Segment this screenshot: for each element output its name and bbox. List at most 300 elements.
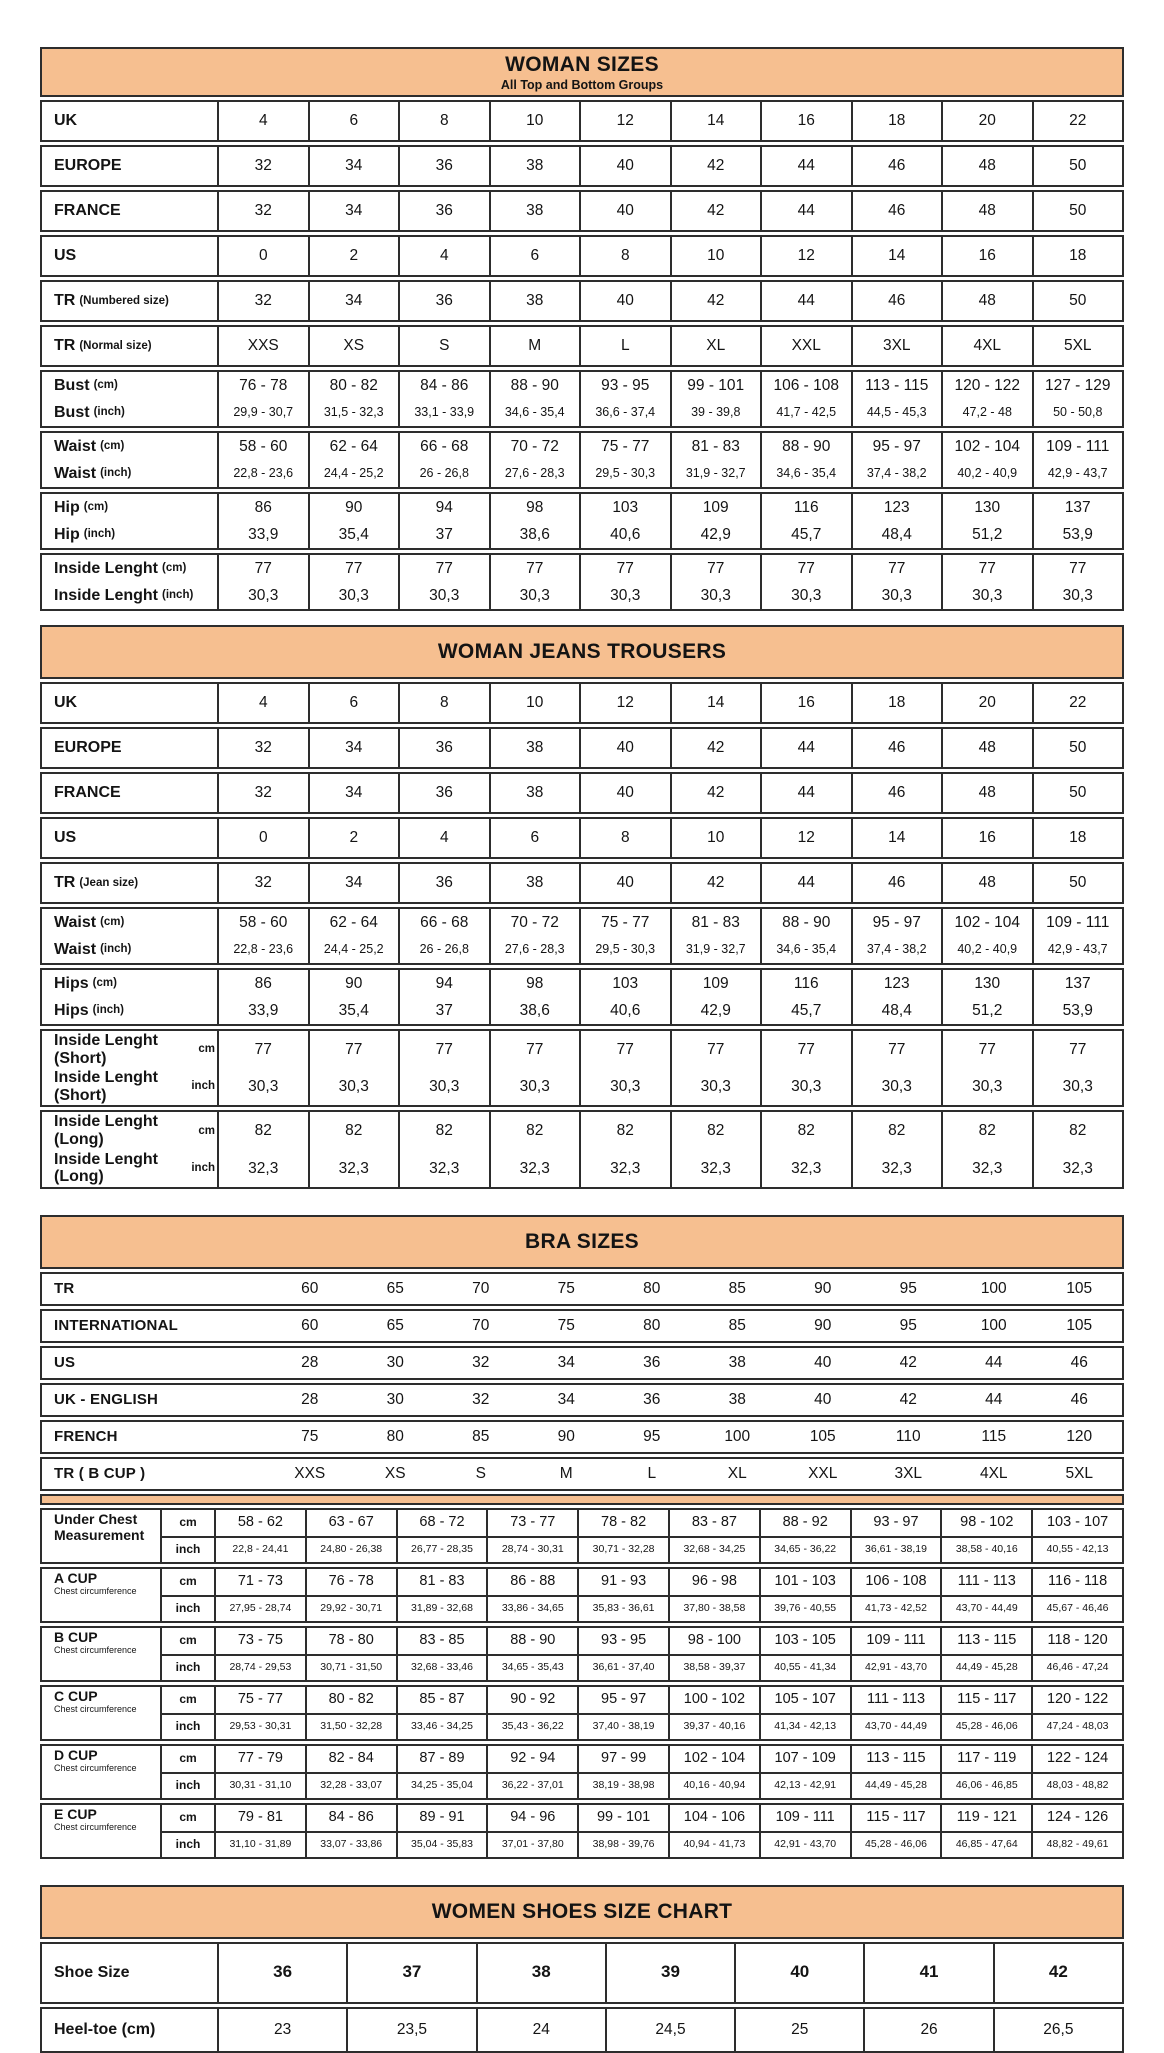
value-cell: 28: [301, 1391, 319, 1409]
row-label: [42, 372, 217, 399]
value-cell: 76 - 78: [217, 372, 308, 399]
value-cell: 117 - 119: [940, 1746, 1031, 1772]
value-cell: 77: [308, 1031, 399, 1068]
value-cell: 109: [670, 970, 761, 997]
value-cell: 77: [760, 1031, 851, 1068]
value-cell: 42: [670, 729, 761, 767]
value-cell: 38: [489, 192, 580, 230]
value-cell: 91 - 93: [577, 1569, 668, 1595]
row-group: [40, 190, 1124, 232]
value-cell: 46,06 - 46,85: [940, 1772, 1031, 1798]
value-cell: 37,4 - 38,2: [851, 936, 942, 963]
value-cell: 38: [489, 864, 580, 902]
row-label-text: EUROPE: [54, 157, 122, 175]
row-label-unit: (inch): [100, 467, 132, 480]
value-cell: 82: [489, 1112, 580, 1149]
value-cell: 100: [980, 1317, 1007, 1335]
value-cell: 83 - 85: [396, 1628, 487, 1654]
value-cell: 106 - 108: [760, 372, 851, 399]
table-title: WOMEN SHOES SIZE CHART: [431, 1899, 733, 1923]
row-label-text: US: [54, 247, 77, 265]
value-cell: 33,1 - 33,9: [398, 399, 489, 426]
value-cell: 41,7 - 42,5: [760, 399, 851, 426]
row-label-text: Hip: [54, 498, 80, 516]
value-cell: 42: [670, 192, 761, 230]
cup-row-group: [40, 1685, 1124, 1741]
shoes-title-band: [40, 1885, 1124, 1939]
value-cell: 30,3: [398, 1068, 489, 1105]
value-cell: 79 - 81: [214, 1805, 305, 1831]
value-cell: 40,6: [579, 997, 670, 1024]
value-cell: 78 - 80: [305, 1628, 396, 1654]
row-label-text: FRENCH: [54, 1427, 118, 1445]
value-cell: 85: [728, 1317, 746, 1335]
cup-label-subtext: Chest circumference: [54, 1821, 137, 1832]
value-cell: 95 - 97: [851, 433, 942, 460]
value-cell: 98: [489, 970, 580, 997]
value-cell: 94: [398, 494, 489, 521]
value-cell: 77: [670, 555, 761, 582]
value-cell: 95: [643, 1428, 661, 1446]
value-cell: 88 - 90: [760, 433, 851, 460]
row-label: [42, 460, 217, 487]
row-label: [42, 282, 217, 320]
value-cell: 109 - 111: [1032, 433, 1123, 460]
row-label-text: Waist: [54, 940, 97, 958]
value-cell: 50: [1032, 774, 1123, 812]
row-label: [42, 555, 217, 582]
row-label-unit: cm: [198, 1124, 215, 1137]
row-label: [42, 1944, 217, 2002]
value-cell: 115 - 117: [850, 1805, 941, 1831]
row-label-unit: (Normal size): [79, 339, 152, 352]
value-cell: 70 - 72: [489, 909, 580, 936]
value-cell: 32,68 - 33,46: [396, 1654, 487, 1680]
value-cell: 48: [941, 147, 1032, 185]
row-label-text: FRANCE: [54, 202, 121, 220]
value-cell: 46: [1070, 1391, 1088, 1409]
value-cell: 40,94 - 41,73: [668, 1831, 759, 1857]
value-cell: 8: [398, 102, 489, 140]
row-label: [42, 399, 217, 426]
value-cell: 34: [308, 282, 399, 320]
value-cell: 75: [557, 1317, 575, 1335]
value-cell: 16: [760, 684, 851, 722]
value-cell: 10: [489, 684, 580, 722]
value-cell: 107 - 109: [759, 1746, 850, 1772]
value-cell: 75 - 77: [579, 909, 670, 936]
value-cell: 14: [851, 237, 942, 275]
value-cell: 5XL: [1065, 1465, 1094, 1483]
value-cell: 42,9 - 43,7: [1032, 936, 1123, 963]
row-label-unit: (inch): [100, 943, 132, 956]
value-cell: 29,9 - 30,7: [217, 399, 308, 426]
value-cell: 6: [308, 684, 399, 722]
value-cell: 101 - 103: [759, 1569, 850, 1595]
value-cell: 40,2 - 40,9: [941, 460, 1032, 487]
value-cell: 35,4: [308, 521, 399, 548]
value-cell: 94: [398, 970, 489, 997]
value-cell: 35,04 - 35,83: [396, 1831, 487, 1857]
value-cell: 90: [308, 970, 399, 997]
value-cell: 118 - 120: [1031, 1628, 1122, 1654]
value-cell: 38,98 - 39,76: [577, 1831, 668, 1857]
value-cell: 46: [851, 774, 942, 812]
cup-label-subtext: Chest circumference: [54, 1762, 137, 1773]
value-cell: 12: [760, 237, 851, 275]
value-cell: 90: [557, 1428, 575, 1446]
row-label-unit: cm: [198, 1043, 215, 1056]
value-cell: 75 - 77: [579, 433, 670, 460]
row-label: [42, 327, 217, 365]
value-cell: 32: [472, 1354, 490, 1372]
unit-inch-label: inch: [160, 1536, 214, 1562]
row-label-text: TR: [54, 337, 76, 355]
value-cell: 34: [557, 1391, 575, 1409]
value-cell: 48: [941, 729, 1032, 767]
value-cell: 87 - 89: [396, 1746, 487, 1772]
row-label-text: Inside Lenght (Long): [54, 1150, 158, 1186]
value-cell: 39 - 39,8: [670, 399, 761, 426]
row-label-text: Inside Lenght (Short): [54, 1032, 158, 1067]
value-cell: 30: [386, 1391, 404, 1409]
value-cell: 8: [579, 819, 670, 857]
value-cell: 28,74 - 29,53: [214, 1654, 305, 1680]
value-cell: 66 - 68: [398, 909, 489, 936]
value-cell: 85: [728, 1280, 746, 1298]
value-cell: 40: [579, 192, 670, 230]
row-label: [42, 102, 217, 140]
value-cell: 109: [670, 494, 761, 521]
value-cell: 77: [489, 555, 580, 582]
value-cell: 33,86 - 34,65: [486, 1595, 577, 1621]
value-cell: 22: [1032, 102, 1123, 140]
row-label-text: UK - ENGLISH: [54, 1390, 159, 1408]
value-cell: 30,3: [1032, 582, 1123, 609]
value-cell: 80: [643, 1317, 661, 1335]
value-cell: 81 - 83: [670, 433, 761, 460]
value-cell: 6: [489, 237, 580, 275]
value-cell: 40: [814, 1391, 832, 1409]
value-cell: 30,3: [489, 582, 580, 609]
value-cell: 5XL: [1032, 327, 1123, 365]
row-label-unit: (inch): [92, 1004, 124, 1017]
value-cell: 88 - 90: [489, 372, 580, 399]
row-group: [40, 907, 1124, 965]
row-label: [42, 909, 217, 936]
value-cell: 50: [1032, 729, 1123, 767]
value-cell: 38,58 - 39,37: [668, 1654, 759, 1680]
unit-inch-label: inch: [160, 1772, 214, 1798]
value-cell: 88 - 92: [759, 1510, 850, 1536]
value-cell: 109 - 111: [850, 1628, 941, 1654]
bra-conversion-rows: [40, 1272, 1124, 1491]
value-cell: 77: [579, 555, 670, 582]
value-cell: 42,13 - 42,91: [759, 1772, 850, 1798]
row-group: [40, 1346, 1124, 1380]
value-cell: 45,7: [760, 521, 851, 548]
value-cell: 18: [851, 684, 942, 722]
value-cell: 44: [760, 147, 851, 185]
cup-label-text: Under Chest Measurement: [54, 1510, 145, 1543]
value-cell: 35,4: [308, 997, 399, 1024]
cup-label: [42, 1510, 160, 1562]
row-group: [40, 2007, 1124, 2053]
value-cell: 46,85 - 47,64: [940, 1831, 1031, 1857]
value-cell: 32,3: [851, 1150, 942, 1187]
value-cell: 84 - 86: [305, 1805, 396, 1831]
value-cell: 105 - 107: [759, 1687, 850, 1713]
value-cell: 14: [851, 819, 942, 857]
value-cell: 58 - 62: [214, 1510, 305, 1536]
value-cell: 95: [899, 1317, 917, 1335]
cup-label-text: E CUP: [54, 1805, 97, 1822]
value-cell: 50 - 50,8: [1032, 399, 1123, 426]
value-cell: 31,9 - 32,7: [670, 936, 761, 963]
row-label-text: Inside Lenght: [54, 586, 158, 604]
value-cell: 73 - 77: [486, 1510, 577, 1536]
value-cell: 12: [579, 102, 670, 140]
value-cell: 82: [398, 1112, 489, 1149]
value-cell: 27,6 - 28,3: [489, 460, 580, 487]
value-cell: 46: [851, 864, 942, 902]
value-cell: 80 - 82: [305, 1687, 396, 1713]
value-cell: 48,4: [851, 997, 942, 1024]
value-cell: 30,3: [579, 582, 670, 609]
value-cell: 105: [809, 1428, 836, 1446]
value-cell: 40: [579, 729, 670, 767]
value-cell: 102 - 104: [941, 909, 1032, 936]
value-cell: 80: [386, 1428, 404, 1446]
row-label-text: Inside Lenght (Long): [54, 1113, 158, 1148]
row-group: [40, 431, 1124, 489]
value-cell: 46: [851, 192, 942, 230]
row-label: [42, 997, 217, 1024]
value-cell: 38: [489, 147, 580, 185]
value-cell: 50: [1032, 192, 1123, 230]
value-cell: 20: [941, 102, 1032, 140]
value-cell: 45,28 - 46,06: [850, 1831, 941, 1857]
value-cell: 30,3: [1032, 1068, 1123, 1105]
value-cell: 44: [760, 192, 851, 230]
row-group: [40, 145, 1124, 187]
value-cell: 99 - 101: [577, 1805, 668, 1831]
value-cell: 119 - 121: [940, 1805, 1031, 1831]
woman-sizes-table: [40, 47, 1124, 611]
value-cell: 8: [579, 237, 670, 275]
value-cell: 36: [217, 1944, 346, 2002]
value-cell: 122 - 124: [1031, 1746, 1122, 1772]
row-group: [40, 817, 1124, 859]
row-label: [42, 729, 217, 767]
value-cell: M: [559, 1465, 573, 1483]
value-cell: 50: [1032, 147, 1123, 185]
value-cell: 4: [398, 237, 489, 275]
value-cell: 38,6: [489, 521, 580, 548]
value-cell: 70: [472, 1280, 490, 1298]
value-cell: 90: [814, 1317, 832, 1335]
value-cell: 41,34 - 42,13: [759, 1713, 850, 1739]
cup-row-group: [40, 1803, 1124, 1859]
value-cell: 77: [670, 1031, 761, 1068]
value-cell: 99 - 101: [670, 372, 761, 399]
value-cell: 32,28 - 33,07: [305, 1772, 396, 1798]
value-cell: 32: [217, 864, 308, 902]
value-cell: 100: [980, 1280, 1007, 1298]
value-cell: XL: [727, 1465, 747, 1483]
value-cell: 10: [670, 819, 761, 857]
value-cell: 60: [301, 1317, 319, 1335]
unit-inch-label: inch: [160, 1831, 214, 1857]
value-cell: 35,43 - 36,22: [486, 1713, 577, 1739]
value-cell: 66 - 68: [398, 433, 489, 460]
value-cell: 85 - 87: [396, 1687, 487, 1713]
value-cell: 24: [476, 2009, 605, 2051]
value-cell: 14: [670, 102, 761, 140]
table-title: WOMAN JEANS TROUSERS: [437, 640, 727, 663]
value-cell: 62 - 64: [308, 433, 399, 460]
value-cell: 44: [760, 774, 851, 812]
value-cell: 30,3: [398, 582, 489, 609]
value-cell: 50: [1032, 864, 1123, 902]
value-cell: 103: [579, 970, 670, 997]
value-cell: 77: [398, 555, 489, 582]
value-cell: 70 - 72: [489, 433, 580, 460]
value-cell: 109 - 111: [759, 1805, 850, 1831]
value-cell: 103 - 105: [759, 1628, 850, 1654]
value-cell: 44: [760, 729, 851, 767]
row-label: [42, 2009, 217, 2051]
value-cell: 30,3: [941, 1068, 1032, 1105]
value-cell: 82: [579, 1112, 670, 1149]
value-cell: 113 - 115: [940, 1628, 1031, 1654]
value-cell: 124 - 126: [1031, 1805, 1122, 1831]
value-cell: 22,8 - 24,41: [214, 1536, 305, 1562]
row-label-unit: (cm): [92, 977, 117, 990]
value-cell: 77: [489, 1031, 580, 1068]
row-label-text: Hips: [54, 1001, 89, 1019]
value-cell: 113 - 115: [851, 372, 942, 399]
unit-cm-label: cm: [160, 1510, 214, 1536]
value-cell: 94 - 96: [486, 1805, 577, 1831]
value-cell: 30,3: [760, 1068, 851, 1105]
row-label-unit: (inch): [162, 589, 194, 602]
value-cell: 45,7: [760, 997, 851, 1024]
value-cell: 78 - 82: [577, 1510, 668, 1536]
value-cell: 77: [217, 555, 308, 582]
row-group: [40, 682, 1124, 724]
value-cell: 100 - 102: [668, 1687, 759, 1713]
row-group: [40, 235, 1124, 277]
value-cell: 42: [670, 864, 761, 902]
value-cell: 36: [398, 282, 489, 320]
value-cell: 18: [1032, 237, 1123, 275]
value-cell: 36: [398, 147, 489, 185]
row-label-text: Waist: [54, 464, 97, 482]
value-cell: 115: [981, 1428, 1007, 1446]
value-cell: 77: [941, 1031, 1032, 1068]
bra-sizes-table: [40, 1215, 1124, 1859]
value-cell: 65: [386, 1317, 404, 1335]
value-cell: 50: [1032, 282, 1123, 320]
value-cell: 3XL: [851, 327, 942, 365]
unit-cm-label: cm: [160, 1746, 214, 1772]
value-cell: 34: [308, 147, 399, 185]
row-label-unit: (Jean size): [79, 876, 139, 889]
value-cell: 130: [941, 970, 1032, 997]
row-label-text: Waist: [54, 913, 97, 931]
value-cell: 36: [398, 774, 489, 812]
value-cell: 29,92 - 30,71: [305, 1595, 396, 1621]
value-cell: 32,3: [579, 1150, 670, 1187]
row-group: [40, 1942, 1124, 2004]
value-cell: 38: [489, 282, 580, 320]
woman-sizes-rows: [40, 100, 1124, 611]
value-cell: S: [475, 1465, 486, 1483]
value-cell: 113 - 115: [850, 1746, 941, 1772]
value-cell: 31,9 - 32,7: [670, 460, 761, 487]
value-cell: 4XL: [979, 1465, 1008, 1483]
value-cell: 37: [398, 521, 489, 548]
value-cell: 105: [1066, 1317, 1093, 1335]
value-cell: 109 - 111: [1032, 909, 1123, 936]
value-cell: 32,3: [489, 1150, 580, 1187]
row-label: [42, 1274, 267, 1304]
row-label-text: Shoe Size: [54, 1963, 130, 1981]
value-cell: L: [579, 327, 670, 365]
value-cell: 44: [760, 282, 851, 320]
value-cell: 70: [472, 1317, 490, 1335]
row-label-text: TR: [54, 1279, 75, 1297]
table-title: WOMAN SIZES: [505, 52, 659, 76]
value-cell: 26,77 - 28,35: [396, 1536, 487, 1562]
value-cell: 73 - 75: [214, 1628, 305, 1654]
value-cell: 18: [851, 102, 942, 140]
value-cell: 42,9: [670, 521, 761, 548]
value-cell: XL: [670, 327, 761, 365]
row-label: [42, 819, 217, 857]
row-group: [40, 553, 1124, 611]
value-cell: 34,25 - 35,04: [396, 1772, 487, 1798]
value-cell: 34: [308, 774, 399, 812]
value-cell: 25: [734, 2009, 863, 2051]
value-cell: 48: [941, 282, 1032, 320]
value-cell: 92 - 94: [486, 1746, 577, 1772]
value-cell: 116: [760, 494, 851, 521]
value-cell: 86: [217, 494, 308, 521]
unit-cm-label: cm: [160, 1628, 214, 1654]
cup-label: [42, 1805, 160, 1857]
value-cell: 40,6: [579, 521, 670, 548]
unit-cm-label: cm: [160, 1687, 214, 1713]
row-label-text: TR: [54, 292, 76, 310]
value-cell: 110: [895, 1428, 921, 1446]
bra-table-divider: [40, 1494, 1124, 1505]
value-cell: 24,80 - 26,38: [305, 1536, 396, 1562]
value-cell: 30,3: [489, 1068, 580, 1105]
value-cell: 47,24 - 48,03: [1031, 1713, 1122, 1739]
row-label: [42, 1385, 267, 1415]
value-cell: 86 - 88: [486, 1569, 577, 1595]
value-cell: 30,71 - 32,28: [577, 1536, 668, 1562]
row-label: [42, 582, 217, 609]
value-cell: 34: [308, 729, 399, 767]
value-cell: 34,6 - 35,4: [760, 936, 851, 963]
value-cell: 75: [301, 1428, 319, 1446]
value-cell: 26 - 26,8: [398, 936, 489, 963]
value-cell: 30: [386, 1354, 404, 1372]
row-label: [42, 147, 217, 185]
